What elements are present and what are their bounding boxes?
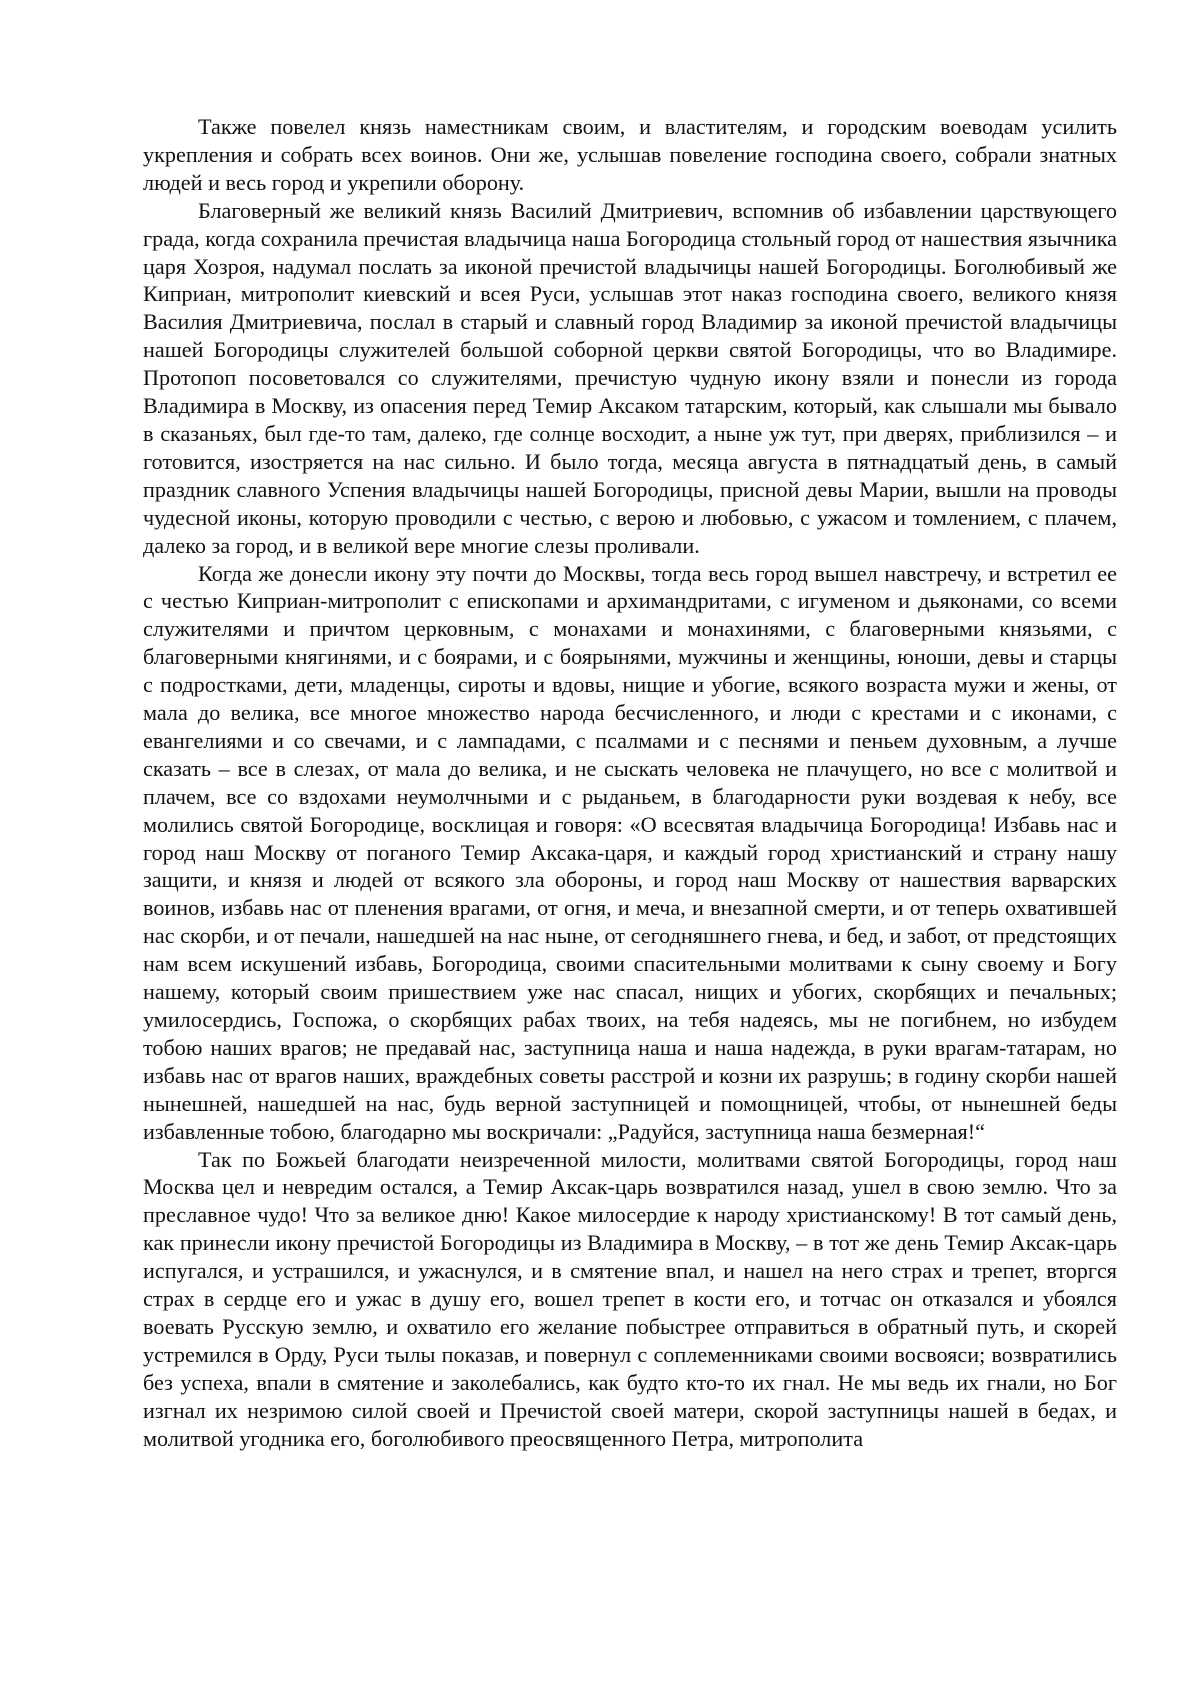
paragraph-4: Так по Божьей благодати неизреченной милости, молитвами святой Богородицы, город наш Москва цел и невредим остался, а Темир Аксак-царь возвратился назад, ушел в свою землю. Что за преславное чудо! Что за великое дню! Какое милосердие к народу христианскому! В тот самый день, как принесли икону пречистой Богородицы из Владимира в Москву, – в тот же день Темир Аксак-царь испугался, и устрашился, и ужаснулся, и в смятение впал, и нашел на него страх и трепет, вторгся страх в сердце его и ужас в душу его, вошел трепет в кости его, и тотчас он отказался и убоялся воевать Русскую землю, и охватило его желание побыстрее отправиться в обратный путь, и скорей устремился в Орду, Руси тылы показав, и повернул с соплеменниками своими восвояси; возвратились без успеха, впали в смятение и заколебались, как будто кто-то их гнал. Не мы ведь их гнали, но Бог изгнал их незримою силой своей и Пречистой своей матери, скорой заступницы нашей в бедах, и молитвой угодника его, боголюбивого преосвященного Петра, митрополита	[143, 1146, 1117, 1453]
document-text	[143, 113, 1117, 1453]
paragraph-2: Благоверный же великий князь Василий Дмитриевич, вспомнив об избавлении царствующего града, когда сохранила пречистая владычица наша Богородица стольный город от нашествия язычника царя Хозроя, надумал послать за иконой пречистой владычицы нашей Богородицы. Боголюбивый же Киприан, митрополит киевский и всея Руси, услышав этот наказ господина своего, великого князя Василия Дмитриевича, послал в старый и славный город Владимир за иконой пречистой владычицы нашей Богородицы служителей большой соборной церкви святой Богородицы, что во Владимире. Протопоп посоветовался со служителями, пречистую чудную икону взяли и понесли из города Владимира в Москву, из опасения перед Темир Аксаком татарским, который, как слышали мы бывало в сказаньях, был где-то там, далеко, где солнце восходит, а ныне уж тут, при дверях, приблизился – и готовится, изостряется на нас сильно. И было тогда, месяца августа в пятнадцатый день, в самый праздник славного Успения владычицы нашей Богородицы, присной девы Марии, вышли на проводы чудесной иконы, которую проводили с честью, с верою и любовью, с ужасом и томлением, с плачем, далеко за город, и в великой вере многие слезы проливали.	[143, 197, 1117, 560]
paragraph-3: Когда же донесли икону эту почти до Москвы, тогда весь город вышел навстречу, и встретил ее с честью Киприан-митрополит с епископами и архимандритами, с игуменом и дьяконами, со всеми служителями и причтом церковным, с монахами и монахинями, с благоверными князьями, с благоверными княгинями, и с боярами, и с боярынями, мужчины и женщины, юноши, девы и старцы с подростками, дети, младенцы, сироты и вдовы, нищие и убогие, всякого возраста мужи и жены, от мала до велика, все многое множество народа бесчисленного, и люди с крестами и с иконами, с евангелиями и со свечами, и с лампадами, с псалмами и с песнями и пеньем духовным, а лучше сказать – все в слезах, от мала до велика, и не сыскать человека не плачущего, но все с молитвой и плачем, все со вздохами неумолчными и с рыданьем, в благодарности руки воздевая к небу, все молились святой Богородице, восклицая и говоря: «О всесвятая владычица Богородица! Избавь нас и город наш Москву от поганого Темир Аксака-царя, и каждый город христианский и страну нашу защити, и князя и людей от всякого зла обороны, и город наш Москву от нашествия варварских воинов, избавь нас от пленения врагами, от огня, и меча, и внезапной смерти, и от теперь охватившей нас скорби, и от печали, нашедшей на нас ныне, от сегодняшнего гнева, и бед, и забот, от предстоящих нам всем искушений избавь, Богородица, своими спасительными молитвами к сыну своему и Богу нашему, который своим пришествием уже нас спасал, нищих и убогих, скорбящих и печальных; умилосердись, Госпожа, о скорбящих рабах твоих, на тебя надеясь, мы не погибнем, но избудем тобою наших врагов; не предавай нас, заступница наша и наша надежда, в руки врагам-татарам, но избавь нас от врагов наших, враждебных советы расстрой и козни их разрушь; в годину скорби нашей нынешней, нашедшей на нас, будь верной заступницей и помощницей, чтобы, от нынешней беды избавленные тобою, благодарно мы воскричали: „Радуйся, заступница наша безмерная!“	[143, 560, 1117, 1146]
paragraph-1: Также повелел князь наместникам своим, и властителям, и городским воеводам усилить укрепления и собрать всех воинов. Они же, услышав повеление господина своего, собрали знатных людей и весь город и укрепили оборону.	[143, 113, 1117, 197]
document-page	[0, 0, 1200, 1698]
